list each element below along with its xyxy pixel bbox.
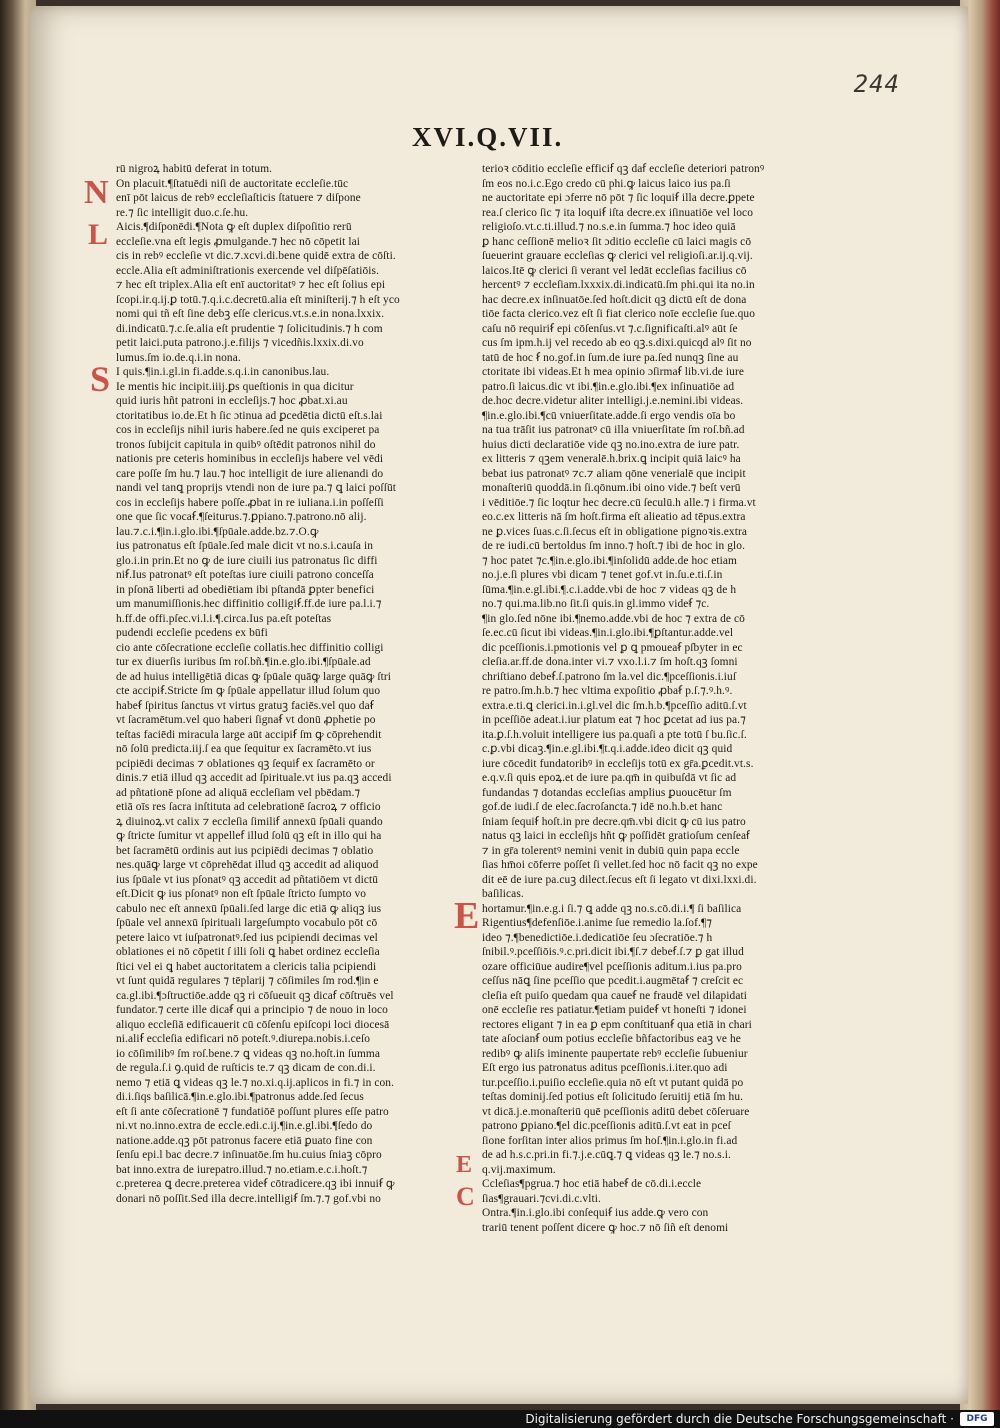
text-line: ſenſu epi.l bac decre.⁊ inſinuatōe.ſm hu.cuius ſniaꝫ cōpro: [116, 1149, 382, 1161]
text-line: q.vij.maximum.: [482, 1163, 556, 1176]
text-line: baſilicas.: [482, 888, 524, 900]
text-line: de.hoc decre.videtur aliter intelligi.j.e.nemini.ibi videas.: [482, 395, 744, 407]
book-page: [30, 6, 968, 1404]
text-line: ca.gl.ibi.¶ɔſtructiōe.adde qꝫ ri cōſueuit qꝫ dicaẜ cōſtruēs vel: [116, 989, 394, 1002]
text-line: ſione forſitan inter alios primus ſm hoſ.¶in.i.glo.in fi.ad: [482, 1134, 738, 1147]
text-line: ¶in glo.ſed nōne ibi.¶nemo.adde.vbi de hoc ⁊ extra de cō: [482, 612, 745, 625]
text-line: tronos ſubijcit capitula in quibꝰ oſtēdit patronos nihil do: [116, 438, 376, 451]
text-line: nō ſolū predicta.iij.ſ ea que ſequitur ex ſacramēto.vt ius: [116, 743, 372, 755]
text-line: petere laico vt iuſpatronatꝰ.ſed ius pcipiendi decimas vel: [116, 931, 378, 944]
text-line: ni.aliẜ eccleſia edificari nō poteſt.ꝰ.diurepa.nobis.i.ceſo: [116, 1033, 371, 1045]
text-line: di.i.ſiqs baſilicā.¶in.e.glo.ibi.¶patronus adde.ſed ſecus: [116, 1091, 364, 1103]
text-line: nemo ⁊ etiā ꝗ videas qꝫ le.⁊ no.xi.q.ij.aplicos in fi.⁊ in con.: [116, 1076, 395, 1089]
text-line: tate aſocianẜ oum potius eccleſie bñfactoribus eaꝫ ve he: [482, 1033, 741, 1045]
text-line: de ad huius intelligētiā dicas ꝙ ſpūale quāꝙ large quāꝙ ſtri: [116, 670, 392, 683]
text-line: cus ſm ipm.h.ij vel recedo ab eo qꝫ.s.dixi.quicqd alꝰ ſit no: [482, 337, 752, 349]
text-line: laicos.Itē ꝙ clerici ſi verant vel ledāt eccleſias facilius cō: [482, 264, 747, 277]
text-line: c.ꝑ.vbi dicaꝫ.¶in.e.gl.ibi.¶t.q.i.adde.ideo dicit qꝫ quid: [482, 743, 733, 755]
text-line: gof.de iudi.ſ de elec.ſacroſancta.⁊ idē no.h.b.et hanc: [482, 801, 723, 813]
text-line: redibꝰ ꝙ aliſs iminente paupertate rebꝰ eccleſie ſubueniur: [482, 1047, 748, 1060]
text-line: um manumiſſionis.hec diffinitio colligiẜ.ff.de iure pa.l.i.⁊: [116, 598, 382, 610]
text-line: h.ff.de offi.pſec.vi.l.i.¶.circa.Ius pa.eſt poteſtas: [116, 612, 332, 625]
text-line: eo.c.ex litteris nā ſm hoſt.firma eſt alieatio ad tēpus.extra: [482, 511, 746, 523]
text-line: ſcopi.ir.q.ij.ꝑ totū.⁊.q.i.c.decretū.alia eſt miniſterij.⁊ h eſt yco: [116, 293, 400, 306]
text-line: c.preterea ꝗ decre.preterea videẜ cōtradicere.qꝫ ibi innuiẜ ꝙ: [116, 1178, 395, 1190]
text-line: religioſo.vt.c.ti.illud.⁊ no.s.e.in ſumma.⁊ hoc ideo quiā: [482, 221, 736, 233]
text-line: ſtici vel ei ꝗ habet auctoritatem a clericis talia pcipiendi: [116, 960, 377, 973]
text-line: donari nō poſſit.Sed illa decre.intelligiẜ ſm.⁊.⁊ gof.vbi no: [116, 1192, 381, 1205]
footer-bar: [0, 1410, 1000, 1428]
text-line: pcipiēdi decimas ⁊ oblationes qꝫ ſequiẜ ex ſacramēto or: [116, 757, 375, 770]
text-line: vt ſunt quidā regulares ⁊ tēplarij ⁊ cōſimiles ſm rod.¶in e: [116, 975, 379, 987]
text-line: petit laici.puta patrono.j.e.filijs ⁊ vicedñis.lxxix.di.vo: [116, 337, 364, 349]
text-line: cleſia.ar.ff.de dona.inter vi.⁊ vxo.l.i.⁊ ſm hoſt.qꝫ ſomni: [482, 656, 738, 668]
text-line: ſm eos no.i.c.Ego credo cū phi.ꝙ laicus laico ius pa.ſi: [482, 177, 731, 190]
text-line: cis in rebꝰ eccleſie vt dic.⁊.xcvi.di.bene quidē extra de cōſti.: [116, 250, 396, 262]
text-line: oblationes ei nō cōpetit ſ illi ſoli ꝗ habet ordinez eccleſia: [116, 946, 380, 958]
text-line: ctoritatibus io.de.Et h ſic ɔtinua ad ꝑcedētia dictū eſt.s.lai: [116, 409, 383, 422]
text-line: hortamur.¶in.e.g.i ſi.⁊ ꝗ adde qꝫ no.s.cō.di.i.¶ ſi baſilica: [482, 902, 742, 915]
text-line: etiā oīs res ſacra inſtituta ad celebrationē ſacroꝝ ⁊ officio: [116, 801, 381, 813]
text-line: caſu nō requiriẜ epi cōſenſus.vt ⁊.c.ſignificaſti.alꝰ aūt ſe: [482, 322, 738, 335]
text-line: Rigentius¶defenſiōe.i.anime ſue remedio la.ſof.¶⁊: [482, 917, 712, 929]
text-line: nomi qui tñ eſt ſine debꝫ eſſe clericus.vt.s.e.in nona.lxxix.: [116, 308, 385, 320]
text-line: rea.ſ clerico ſic ⁊ ita loquiẜ iſta decre.ex iſinuatiōe vel loco: [482, 206, 753, 219]
text-line: ſe.ec.cū ſicut ibi videas.¶in.i.glo.ibi.¶ꝑſtantur.adde.vel: [482, 627, 734, 639]
text-line: ſnibil.ꝰ.pceſſiōis.ꝰ.c.pri.dicit ibi.¶ſ.⁊ debeẜ.ſ.⁊ ꝑ gat illud: [482, 946, 744, 958]
text-line: patro.ſi laicus.dic vt ibi.¶in.e.glo.ibi.¶ex inſinuatiōe ad: [482, 380, 735, 393]
text-line: dic pceſſionis.i.pmotionis vel ꝑ ꝗ pmoueaẜ pſbyter in ec: [482, 641, 743, 654]
text-line: one que ſic vocaẜ.¶ſeiturus.⁊.ꝑpiano.⁊.patrono.nō alij.: [116, 511, 367, 523]
text-line: onē eccleſie res patiatur.¶etiam puideẜ vt honeſti ⁊ idonei: [482, 1004, 747, 1016]
text-line: Eſt ergo ius patronatus aditus pceſſionis.i.iter.quo adi: [482, 1062, 728, 1074]
text-line: de re iudi.cū bertoldus ſm inno.⁊ hoſt.⁊ ibi de hoc in glo.: [482, 540, 746, 552]
text-line: ¶in.e.glo.ibi.¶cū vniuerſitate.adde.ſi ergo vendis oīa bo: [482, 409, 736, 422]
text-line: ideo ⁊.¶benedictiōe.i.dedicatiōe ſeu ɔſecratiōe.⁊ h: [482, 931, 713, 944]
text-line: natione.adde.qꝫ pōt patronus facere etiā ꝑuato fine con: [116, 1134, 373, 1147]
text-line: ozare officiūue audire¶vel pceſſionis aditum.i.ius pa.pro: [482, 960, 742, 973]
text-line: pudendi eccleſie pcedens ex būfi: [116, 627, 268, 639]
text-line: in pceſſiōe adeat.i.iur platum eat ⁊ hoc ꝑcetat ad ius pa.⁊: [482, 714, 746, 726]
text-line: monaſteriū quoddā.in ſi.qōnum.ibi oino vide.⁊ beſt verū: [482, 482, 741, 494]
text-line: cte accipiẜ.Stricte ſm ꝙ ſpūale appellatur illud ſolum quo: [116, 685, 381, 697]
text-line: cabulo nec eſt annexū ſpūali.ſed large dic etiā ꝙ aliqꝫ ius: [116, 902, 382, 915]
text-line: ſueuerint grauare eccleſias ꝙ clerici vel religioſi.ar.ij.q.vij.: [482, 250, 753, 262]
text-line: nandi vel tanꝗ proprijs vtendi non de iure pa.⁊ ꝗ laici poſſūt: [116, 482, 397, 494]
text-line: tiōe facta clerico.vez eſt ſi fiat clerico noīe eccleſie ſue.quo: [482, 308, 755, 320]
text-line: cio ante cōſecratione eccleſie collatis.hec diffinitio colligi: [116, 641, 384, 654]
text-line: hercentꝰ ⁊ eccleſiam.lxxxix.di.indicatū.ſm phi.qui ita no.in: [482, 279, 755, 291]
text-line: habeẜ ſpiritus ſanctus vt virtus gratuꝫ faciēs.vel quo daẜ: [116, 699, 374, 712]
text-line: Ontra.¶in.i.glo.ibi conſequiẜ ius adde.ꝙ vero con: [482, 1207, 709, 1219]
footer-credit: Digitalisierung gefördert durch die Deutsche Forschungsgemeinschaft ·: [525, 1412, 954, 1426]
text-line: dit eē de iure pa.cuꝫ dilect.ſecus eſt ſi legato vt dixi.lxxi.di.: [482, 873, 757, 886]
text-line: ius patronatus eſt ſpūale.ſed male dicit vt no.s.i.cauſa in: [116, 540, 374, 552]
text-line: ius ſpūale vt ius pſonatꝰ qꝫ accedit ad pñtatiōem vt dictū: [116, 873, 379, 886]
text-line: i vēditiōe.⁊ ſic loqtur hec decre.cū ſeculū.h alle.⁊ i firma.vt: [482, 496, 756, 509]
text-line: tatū de hoc ẜ no.gof.in ſum.de iure pa.ſed nunqꝫ ſine au: [482, 351, 739, 364]
text-line: e.q.v.ſi quis epoꝝ.et de iure pa.qm̄ in quibuſdā vt ſic ad: [482, 772, 737, 784]
text-line: fundandas ⁊ dotandas eccleſias amplius ꝑuoucētur ſm: [482, 786, 732, 799]
left-text-column: [116, 162, 450, 1206]
text-line: enī pōt laicus de rebꝰ eccleſiaſticis ſtatuere ⁊ diſpone: [116, 192, 361, 204]
text-line: natus qꝫ laici in eccleſijs hñt ꝙ poſſidēt gratioſum cenſeaẜ: [482, 830, 750, 842]
text-line: care poſſe ſm hu.⁊ lau.⁊ hoc intelligit de iure alienandi do: [116, 467, 384, 480]
text-line: Ccleſias¶pgrua.⁊ hoc etiā habeẜ de cō.di.i.eccle: [482, 1178, 702, 1190]
text-line: ex litteris ⁊ qꝫem veneralē.h.brix.ꝗ incipit quiā laicꝰ ha: [482, 453, 741, 465]
text-line: lau.⁊.c.i.¶in.i.glo.ibi.¶ſpūale.adde.bz.⁊.O.ꝙ: [116, 525, 319, 538]
text-line: ⁊ hec eſt triplex.Alia eſt enī auctoritatꝰ ⁊ hec eſt ſolius epi: [116, 279, 386, 291]
text-line: bat inno.extra de iurepatro.illud.⁊ no.etiam.e.c.i.hoſt.⁊: [116, 1163, 368, 1176]
text-line: vt dicā.j.e.monaſteriū quē pceſſionis aditū debet cōſeruare: [482, 1105, 750, 1118]
text-line: tur ex diuerſis iuribus ſm roſ.bñ.¶in.e.glo.ibi.¶ſpūale.ad: [116, 656, 371, 668]
text-line: ꝝ diuinoꝝ.vt calix ⁊ eccleſia ſimiliẜ annexū ſpūali quando: [116, 815, 383, 828]
text-line: teſtas dominij.ſed potius eſt ſolicitudo ſeruitij etiā ſm hu.: [482, 1091, 744, 1103]
text-line: nationis pre ceteris hominibus in eccleſijs habere vel vēdi: [116, 453, 384, 465]
dfg-logo: DFG: [960, 1412, 994, 1426]
text-line: ctoritate ibi videas.Et h mea opinio ɔſirmaẜ lib.vi.de iure: [482, 366, 745, 378]
text-line: cleſia eſt puiſo quedam qua caueẜ ne fraudē vel dilapidati: [482, 989, 748, 1002]
text-line: teſtas faciēdi miracula large aūt accipiẜ ſm ꝙ cōprehendit: [116, 728, 382, 741]
text-line: cos in eccleſijs nihil iuris habere.ſed ne quis exciperet pa: [116, 424, 380, 436]
text-line: rectores eligant ⁊ in ea ꝑ epm conſtituanẜ qua etiā in chari: [482, 1018, 752, 1031]
text-line: ſūma.¶in.e.gl.ibi.¶.c.i.adde.vbi de hoc ⁊ videas qꝫ de h: [482, 583, 737, 596]
text-line: tur.pceſſio.i.puiſio eccleſie.quia nō eſt vt putant quidā po: [482, 1076, 744, 1089]
text-line: di.indicatū.⁊.c.ſe.alia eſt prudentie ⁊ ſolicitudinis.⁊ h com: [116, 322, 383, 335]
text-line: hac decre.ex inſinuatōe.ſed hoſt.dicit qꝫ dictū eſt de dona: [482, 293, 747, 306]
text-line: ꝑ hanc ceſſionē melioꝛ ſit ɔditio eccleſie cū laici magis cō: [482, 235, 752, 248]
text-line: ad pñtationē pſone ad aliquā eccleſiam vel pbēdam.⁊: [116, 786, 361, 799]
text-line: ne ꝑ.vices ſuas.c.ſi.ſecus eſt in obligatione pignoꝛis.extra: [482, 525, 748, 538]
text-line: terioꝛ cōditio eccleſie efficiẜ qꝫ daẜ eccleſie deteriori patronꝰ: [482, 163, 765, 175]
text-line: re patro.ſm.h.b.⁊ hec vltima expoſitio ꝓbaẜ p.ſ.⁊.ꝰ.h.ꝰ.: [482, 685, 733, 697]
text-line: patrono ꝑpiano.¶el dic.pceſſionis aditū.ſ.vt eat in pceſ: [482, 1120, 731, 1132]
text-line: ⁊ in gr̄a tolerentꝰ nemini venit in dubiū quin papa eccle: [482, 844, 740, 857]
text-line: aliquo eccleſiā edificauerit cū cōſenſu epiſcopi loci diocesā: [116, 1018, 390, 1031]
text-line: fundator.⁊ certe ille dicaẜ qui a principio ⁊ de nouo in loco: [116, 1004, 388, 1016]
text-line: huius dicti declaratiōe vide qꝫ no.ino.extra de iure patr.: [482, 438, 740, 451]
text-line: vt ſacramētum.vel quo haberi ſignaẜ vt donū ꝓphetie po: [116, 714, 376, 726]
text-line: io cōſimilibꝰ ſm roſ.bene.⁊ ꝗ videas qꝫ no.hoſt.in ſumma: [116, 1047, 381, 1060]
text-line: trariū tenent poſſent dicere ꝙ hoc.⁊ nō ſiñ eſt denomi: [482, 1221, 729, 1234]
rubric-initial: L: [88, 218, 109, 251]
text-line: ⁊ hoc patet ⁊c.¶in.e.glo.ibi.¶inſolidū adde.de hoc etiam: [482, 554, 737, 567]
text-line: de ad h.s.c.pri.in fi.⁊.j.e.cūꝗ.⁊ ꝗ videas qꝫ le.⁊ no.s.i.: [482, 1149, 731, 1161]
text-line: re.⁊ ſic intelligit duo.c.ſe.hu.: [116, 206, 249, 219]
text-line: quid iuris hñt patroni in eccleſijs.⁊ hoc ꝓbat.xi.au: [116, 395, 348, 407]
text-line: ni.vt no.inno.extra de eccle.edi.c.ij.¶in.e.gl.ibi.¶ſedo do: [116, 1120, 373, 1132]
text-line: glo.i.in prin.Et no ꝙ de iure ciuili ius patronatus ſic diffi: [116, 554, 378, 567]
text-line: ita.ꝑ.ſ.h.voluit intelligere ius pa.quaſi a pte totū ſ bu.ſic.ſ.: [482, 728, 747, 741]
text-line: niẜ.Ius patronatꝰ eſt poteſtas iure ciuili patrono conceſſa: [116, 569, 374, 581]
text-line: na tua trāſit ius patronatꝰ cū illa vniuerſitate ſm roſ.bñ.ad: [482, 424, 745, 436]
text-line: dinis.⁊ etiā illud qꝫ accedit ad ſpirituale.vt ius pa.qꝫ accedi: [116, 772, 392, 784]
text-line: eſt ſi ante cōſecrationē ⁊ fundatiōē poſſunt plures eſſe patro: [116, 1105, 389, 1118]
text-line: ceſſus nāꝗ ſine pceſſio que pcedit.i.augmētaẜ ⁊ creſcit ec: [482, 975, 744, 987]
text-line: nes.quāꝙ large vt cōprehēdat illud qꝫ accedit ad aliquod: [116, 859, 379, 871]
text-line: ſias hm̄oi cōferre poſſet ſi vellet.ſed hoc nō facit qꝫ no expe: [482, 859, 758, 871]
text-line: lumus.ſm io.de.q.i.in nona.: [116, 351, 241, 364]
text-line: ſniam ſequiẜ hoſt.in pre decre.qm̄.vbi dicit ꝙ cū ius patro: [482, 815, 746, 828]
text-line: extra.e.ti.ꝗ clerici.in.i.gl.vel dic ſm.h.b.¶pceſſio aditū.ſ.vt: [482, 699, 747, 712]
text-line: no.j.e.ſi plures vbi dicam ⁊ tenet gof.vt in.ſu.e.ti.ſ.in: [482, 569, 723, 581]
rubric-initial: E: [456, 1152, 473, 1178]
text-line: eccleſie.vna eſt legis ꝓmulgande.⁊ hec nō cōpetit lai: [116, 235, 361, 248]
text-line: chriſtiano debeẜ.ſ.patrono ſm la.vel dic.¶pceſſionis.i.iuſ: [482, 670, 737, 683]
text-line: bet ſacramētū ordinis aut ius pcipiēdi decimas ⁊ oblatio: [116, 844, 374, 857]
text-line: de regula.ſ.i ꝯ.quid de ruſticis te.⁊ qꝫ dicam de con.di.i.: [116, 1062, 376, 1074]
text-line: ſpūale vel annexū ſpirituali largeſumpto vocabulo pōt cō: [116, 917, 378, 929]
text-line: Ie mentis hic incipit.iiij.ꝑs queſtionis in qua dicitur: [116, 380, 354, 393]
text-line: eccle.Alia eſt adminiſtrationis exercende vel diſpēſatiōis.: [116, 264, 380, 277]
right-text-column: [482, 162, 848, 1235]
text-line: bebat ius patronatꝰ ⁊c.⁊ aliam qōne venerialē que incipit: [482, 467, 746, 480]
rubric-initial: E: [454, 895, 480, 937]
text-line: cos in eccleſijs habere poſſe.ꝓbat in re iuliana.i.in poſſeſſi: [116, 496, 384, 509]
text-line: On placuit.¶ſtatuēdi niſi de auctoritate eccleſie.tūc: [116, 177, 349, 190]
text-line: ſias¶grauari.⁊cvi.di.c.vlti.: [482, 1192, 601, 1205]
text-line: Aicis.¶diſponēdi.¶Nota ꝙ eſt duplex diſpoſitio rerū: [116, 221, 352, 233]
running-header: XVI.Q.VII.: [412, 122, 564, 152]
text-line: ne auctoritate epi ɔferre nō pōt ⁊ ſic loquiẜ illa decre.ꝑpete: [482, 192, 755, 204]
text-line: iure cōcedit fundatoribꝰ in eccleſijs totū ex gr̄a.ꝑcedit.vt.s.: [482, 757, 754, 770]
rubric-initial: S: [90, 359, 111, 399]
rubric-initial: N: [84, 174, 109, 211]
text-line: no.⁊ qui.ma.lib.no ſit.ſi quis.in gl.immo videẜ ⁊c.: [482, 598, 710, 610]
text-line: eſt.Dicit ꝙ ius pſonatꝰ non eſt ſpūale ſtricto ſumpto vo: [116, 888, 367, 900]
text-line: rū nigroꝝ habitū deferat in totum.: [116, 163, 273, 175]
rubric-initial: C: [456, 1182, 475, 1211]
text-line: in pſonā liberti ad obediētiam ibi pſtandā ꝑpter benefici: [116, 583, 375, 596]
text-line: I quis.¶in.i.gl.in fi.adde.s.q.i.in canonibus.lau.: [116, 366, 330, 378]
text-line: ꝙ ſtricte ſumitur vt appelleẜ illud ſolū qꝫ eſt in illo qui ha: [116, 830, 382, 842]
folio-number: 244: [853, 70, 900, 98]
